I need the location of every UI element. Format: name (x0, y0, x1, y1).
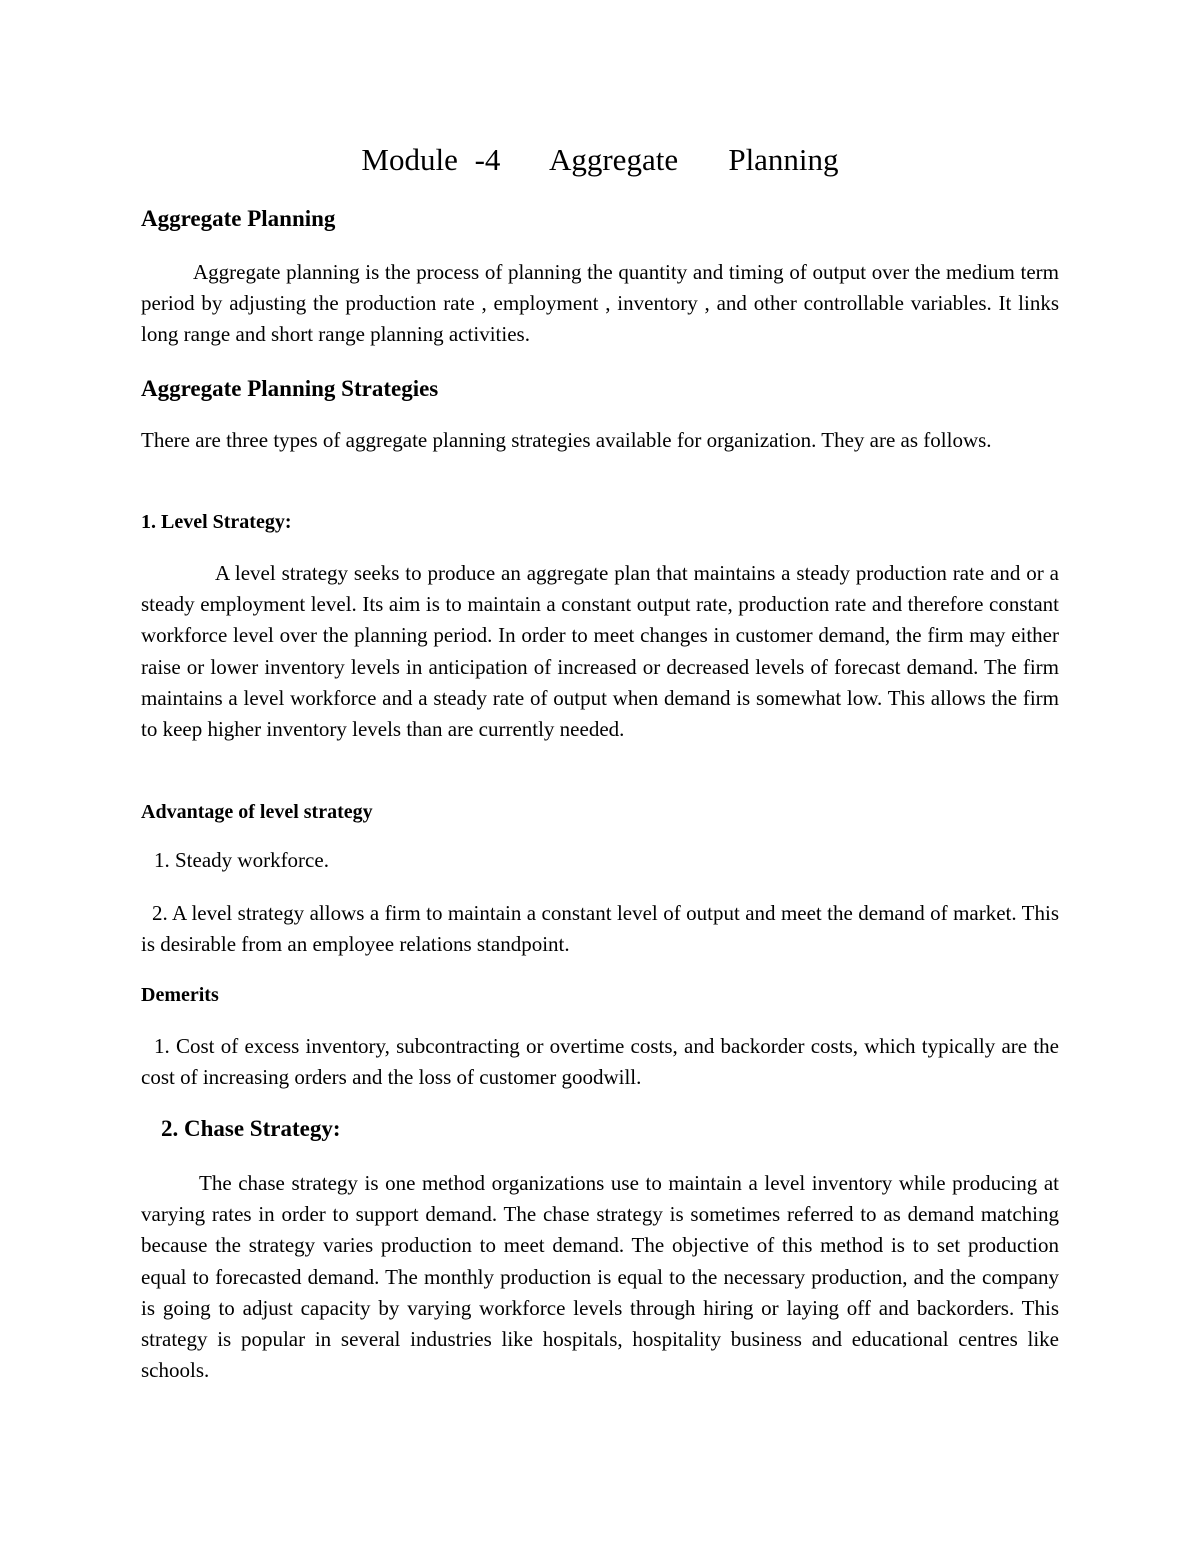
page-title: Module -4 Aggregate Planning (361, 142, 839, 177)
demerit-item-1: 1. Cost of excess inventory, subcontracting or overtime costs, and backorder costs, which typically are the cost of increasing orders and the loss of customer goodwill. (141, 1034, 1059, 1090)
level-strategy-paragraph: A level strategy seeks to produce an aggregate plan that maintains a steady production rate and or a steady employment level. Its aim is to maintain a constant output rate, production rate and therefore constant workforce level over the planning period. In order to meet changes in customer demand, the firm may either raise or lower inventory levels in anticipation of increased or decreased levels of forecast demand. The firm maintains a level workforce and a steady rate of output when demand is somewhat low. This allows the firm to keep higher inventory levels than are currently needed. (141, 561, 1059, 742)
advantage-item-1: 1. Steady workforce. (154, 848, 329, 872)
level-strategy-heading: 1. Level Strategy: (141, 511, 292, 533)
chase-strategy-heading: 2. Chase Strategy: (161, 1116, 341, 1141)
strategies-paragraph: There are three types of aggregate planning strategies available for organization. They are as follows. (141, 428, 992, 452)
aggregate-planning-paragraph: Aggregate planning is the process of planning the quantity and timing of output over the medium term period by adjusting the production rate , employment , inventory , and other controllable variables. It links long range and short range planning activities. (141, 260, 1059, 347)
chase-strategy-paragraph: The chase strategy is one method organizations use to maintain a level inventory while producing at varying rates in order to support demand. The chase strategy is sometimes referred to as demand matching because the strategy varies production to meet demand. The objective of this method is to set production equal to forecasted demand. The monthly production is equal to the necessary production, and the company is going to adjust capacity by varying workforce levels through hiring or laying off and backorders. This strategy is popular in several industries like hospitals, hospitality business and educational centres like schools. (141, 1171, 1059, 1383)
section-heading-strategies: Aggregate Planning Strategies (141, 376, 439, 401)
advantage-item-2: 2. A level strategy allows a firm to maintain a constant level of output and meet the demand of market. This is desirable from an employee relations standpoint. (141, 901, 1059, 957)
section-heading-aggregate-planning: Aggregate Planning (141, 206, 336, 231)
advantages-heading: Advantage of level strategy (141, 801, 373, 823)
demerits-heading: Demerits (141, 984, 219, 1006)
